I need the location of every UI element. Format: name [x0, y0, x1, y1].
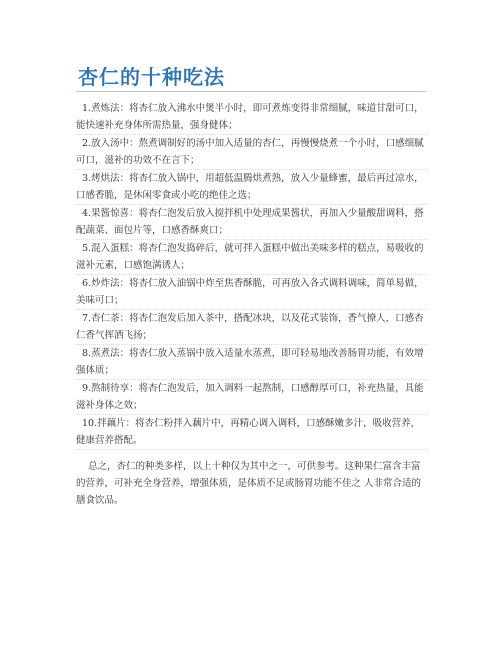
- method-item-5: 5.混入蛋糕：将杏仁泡发捣碎后，就可拌入蛋糕中做出美味多样的糕点，易吸收的滋补元素，口感饱满诱人；: [76, 240, 428, 275]
- method-item-6: 6.炒炸法：将杏仁放入油锅中炸至焦香酥脆，可再放入各式调料调味，简单易做，美味可口；: [76, 275, 428, 310]
- title-divider: [76, 91, 426, 92]
- document-body: [76, 100, 428, 509]
- method-item-8: 8.蒸煮法：将杏仁放入蒸锅中放入适量水蒸煮，即可轻易地改善肠胃功能，有效增强体质；: [76, 345, 428, 380]
- document-title: 杏仁的十种吃法: [78, 65, 225, 89]
- method-item-1: 1.煮炼法：将杏仁放入沸水中煲半小时，即可煮炼变得非常细腻，味道甘甜可口，能快速补充身体所需热量，强身健体；: [76, 100, 428, 135]
- summary-paragraph: 总之，杏仁的种类多样，以上十种仅为其中之一，可供参考。这种果仁富含丰富的营养，可补充全身营养，增强体质，是体质不足或肠胃功能不佳之 人非常合适的膳食饮品。: [76, 461, 422, 506]
- method-item-4: 4.果酱惊喜：将杏仁泡发后放入搅拌机中处理成果酱状，再加入少量酸甜调料，搭配蔬菜、面包片等，口感香酥爽口；: [76, 205, 428, 240]
- method-item-3: 3.烤烘法：将杏仁放入锅中，用超低温腾烘煮熟，放入少量蜂蜜，最后再过凉水，口感香脆，是休闲零食或小吃的绝佳之选；: [76, 170, 428, 205]
- method-item-9: 9.熬制待享：将杏仁泡发后，加入调料一起熬制，口感醇厚可口，补充热量，具能滋补身体之效；: [76, 380, 428, 415]
- method-item-2: 2.放入汤中：熬煮调制好的汤中加入适量的杏仁，再慢慢烧煮一个小时，口感细腻可口，滋补的功效不在言下；: [76, 135, 428, 170]
- method-item-10: 10.拌藕片：将杏仁粉拌入藕片中，再精心调入调料，口感酥嫩多汁，吸收营养，健康营养搭配。: [76, 415, 428, 450]
- method-item-7: 7.杏仁茶：将杏仁泡发后加入茶中，搭配冰块，以及花式装饰，香气撩人，口感杏仁香气挥洒飞扬；: [76, 310, 428, 345]
